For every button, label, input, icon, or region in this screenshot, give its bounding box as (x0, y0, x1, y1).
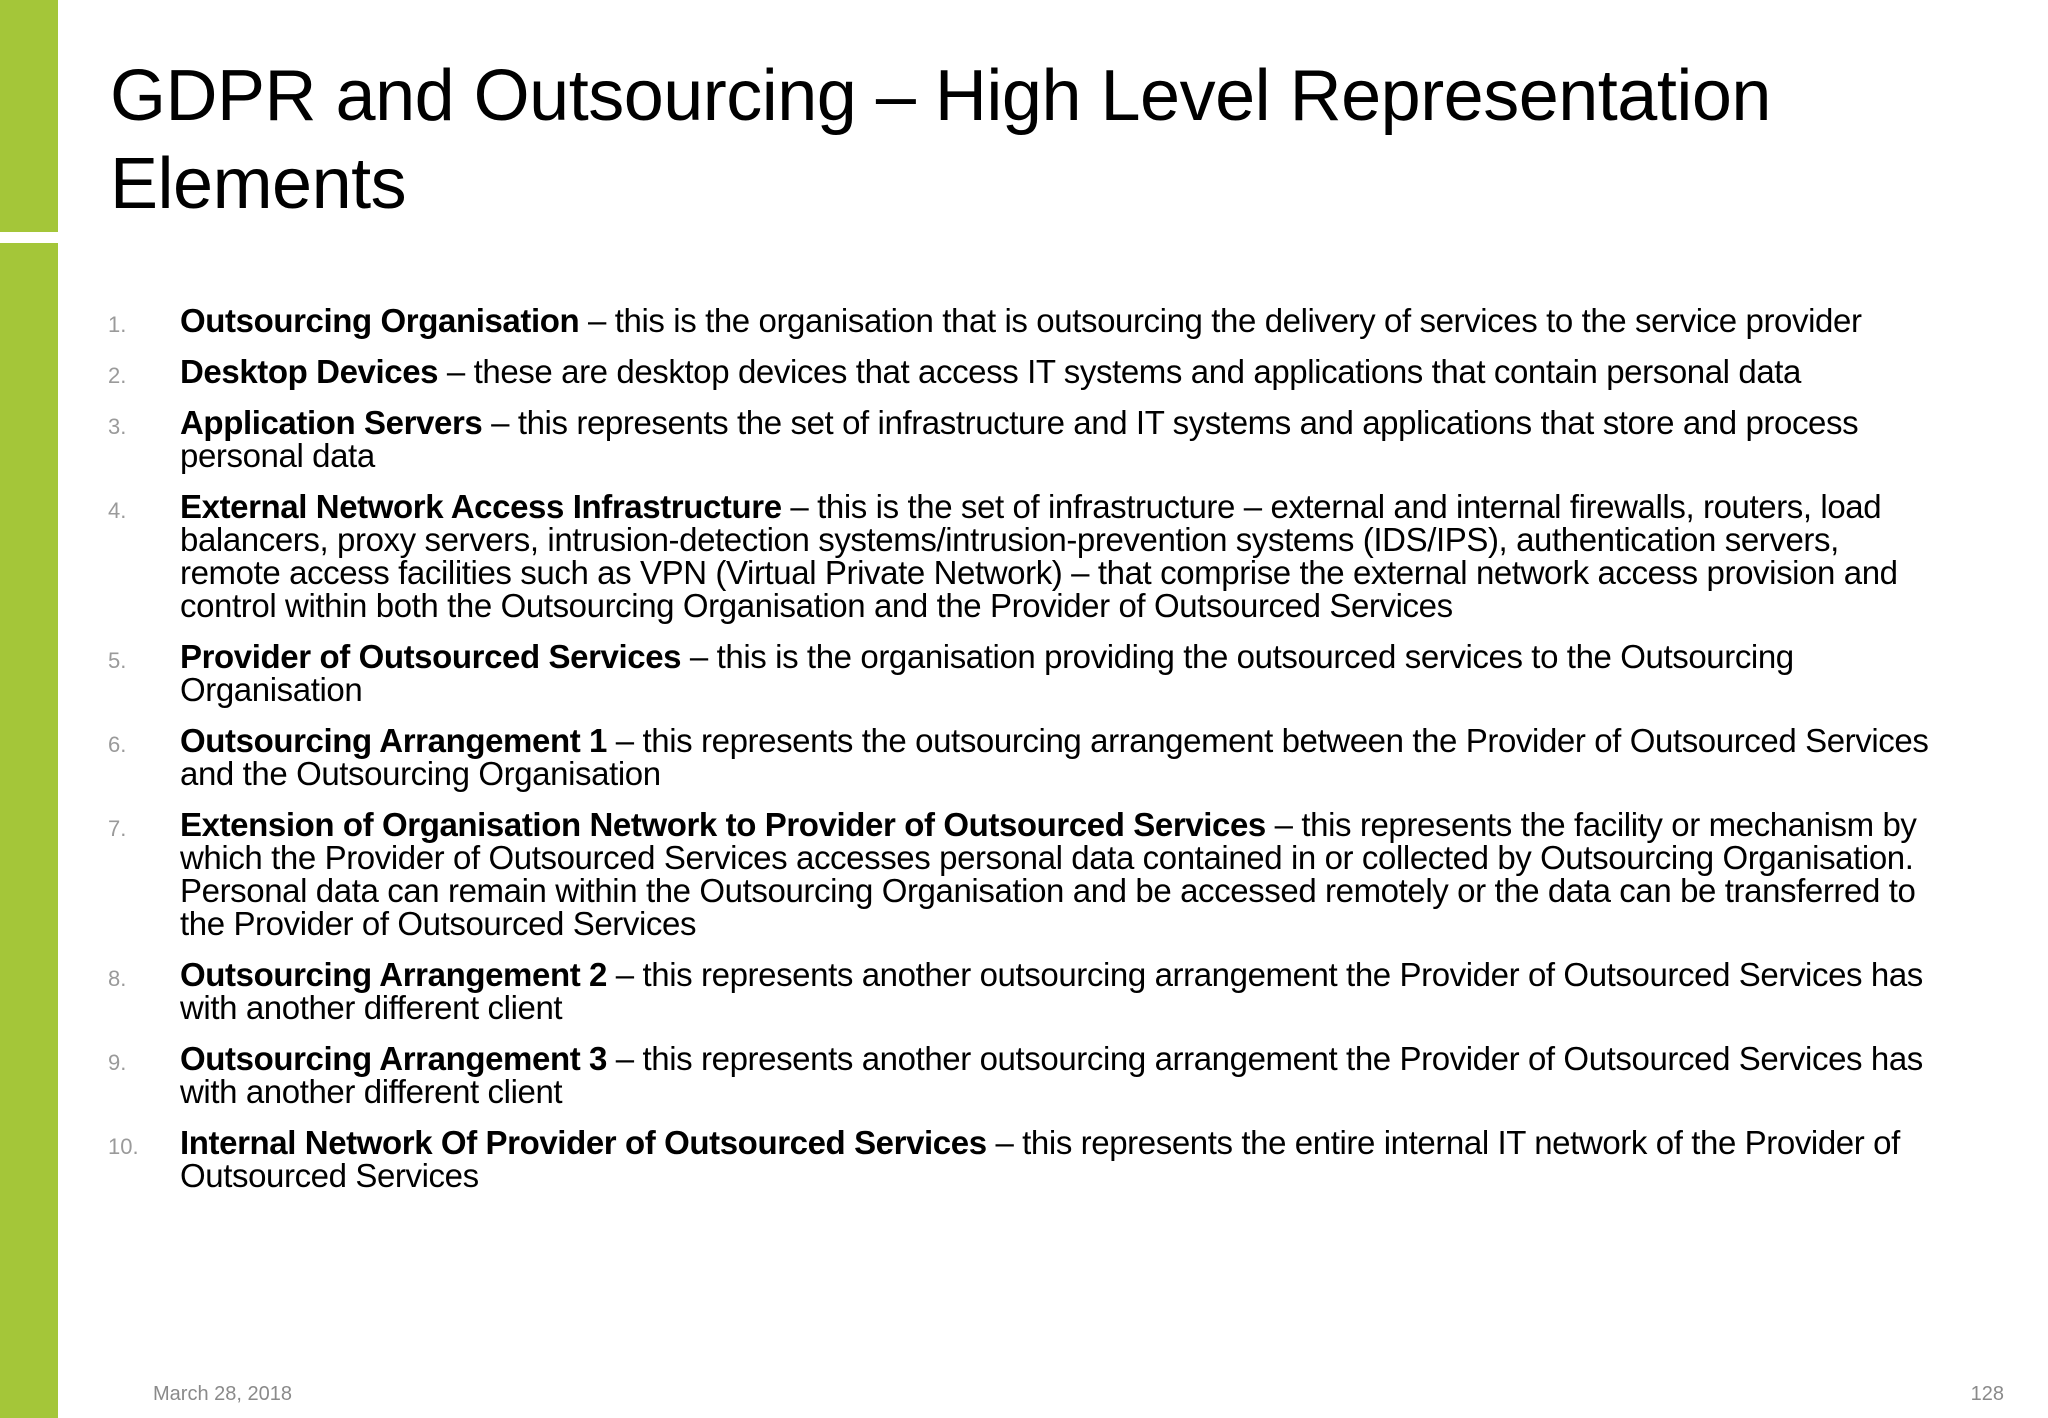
item-term: Outsourcing Arrangement 2 (180, 956, 608, 993)
list-item (108, 304, 1938, 337)
list-item (108, 490, 1938, 622)
item-description: – this represents the facility or mechanism by which the Provider of Outsourced Services accesses personal data contained in or collected by Outsourcing Organisation. Personal data can remain within the Outsourcing Organisation and be accessed remotely or the data can be transferred to the Provider of Outsourced Services (180, 806, 1917, 942)
item-term: Application Servers (180, 404, 483, 441)
item-number: 6. (108, 732, 127, 757)
item-description: – this represents another outsourcing arrangement the Provider of Outsourced Services has with another different client (180, 1040, 1923, 1110)
item-description: – this represents the outsourcing arrangement between the Provider of Outsourced Services and the Outsourcing Organisation (180, 722, 1929, 792)
item-term: External Network Access Infrastructure (180, 488, 782, 525)
accent-bar-top (0, 0, 58, 232)
item-term: Outsourcing Arrangement 1 (180, 722, 608, 759)
item-term: Desktop Devices (180, 353, 439, 390)
item-number: 9. (108, 1050, 127, 1075)
item-number: 1. (108, 312, 127, 337)
item-number: 7. (108, 816, 127, 841)
list-item (108, 406, 1938, 472)
item-term: Internal Network Of Provider of Outsourced Services (180, 1124, 987, 1161)
item-number: 4. (108, 498, 127, 523)
item-term: Outsourcing Organisation (180, 302, 580, 339)
item-description: – this represents the set of infrastructure and IT systems and applications that store and process personal data (180, 404, 1859, 474)
slide-title: GDPR and Outsourcing – High Level Representation Elements (110, 56, 1771, 224)
list-item (108, 1126, 1938, 1192)
item-number: 8. (108, 966, 127, 991)
list-item (108, 355, 1938, 388)
footer-date: March 28, 2018 (153, 1383, 292, 1405)
item-description: – this is the set of infrastructure – external and internal firewalls, routers, load balancers, proxy servers, intrusion-detection systems/intrusion-prevention systems (IDS/IPS), authentication servers, remote access facilities such as VPN (Virtual Private Network) – that comprise the external network access provision and control within both the Outsourcing Organisation and the Provider of Outsourced Services (180, 488, 1898, 624)
item-description: – this represents another outsourcing arrangement the Provider of Outsourced Services has with another different client (180, 956, 1923, 1026)
item-description: – this is the organisation that is outsourcing the delivery of services to the service provider (579, 302, 1862, 339)
list-item (108, 958, 1938, 1024)
list-item (108, 808, 1938, 940)
list-item (108, 640, 1938, 706)
footer-page-number: 128 (1970, 1383, 2004, 1405)
list-item (108, 724, 1938, 790)
accent-bar-bottom (0, 243, 58, 1418)
item-term: Provider of Outsourced Services (180, 638, 682, 675)
item-number: 10. (108, 1134, 139, 1159)
element-list (108, 304, 1938, 1210)
item-description: – this represents the entire internal IT network of the Provider of Outsourced Services (180, 1124, 1900, 1194)
item-term: Outsourcing Arrangement 3 (180, 1040, 608, 1077)
list-item (108, 1042, 1938, 1108)
item-number: 2. (108, 363, 127, 388)
item-term: Extension of Organisation Network to Provider of Outsourced Services (180, 806, 1266, 843)
item-description: – this is the organisation providing the outsourced services to the Outsourcing Organisation (180, 638, 1794, 708)
item-description: – these are desktop devices that access IT systems and applications that contain personal data (438, 353, 1802, 390)
item-number: 5. (108, 648, 127, 673)
item-number: 3. (108, 414, 127, 439)
